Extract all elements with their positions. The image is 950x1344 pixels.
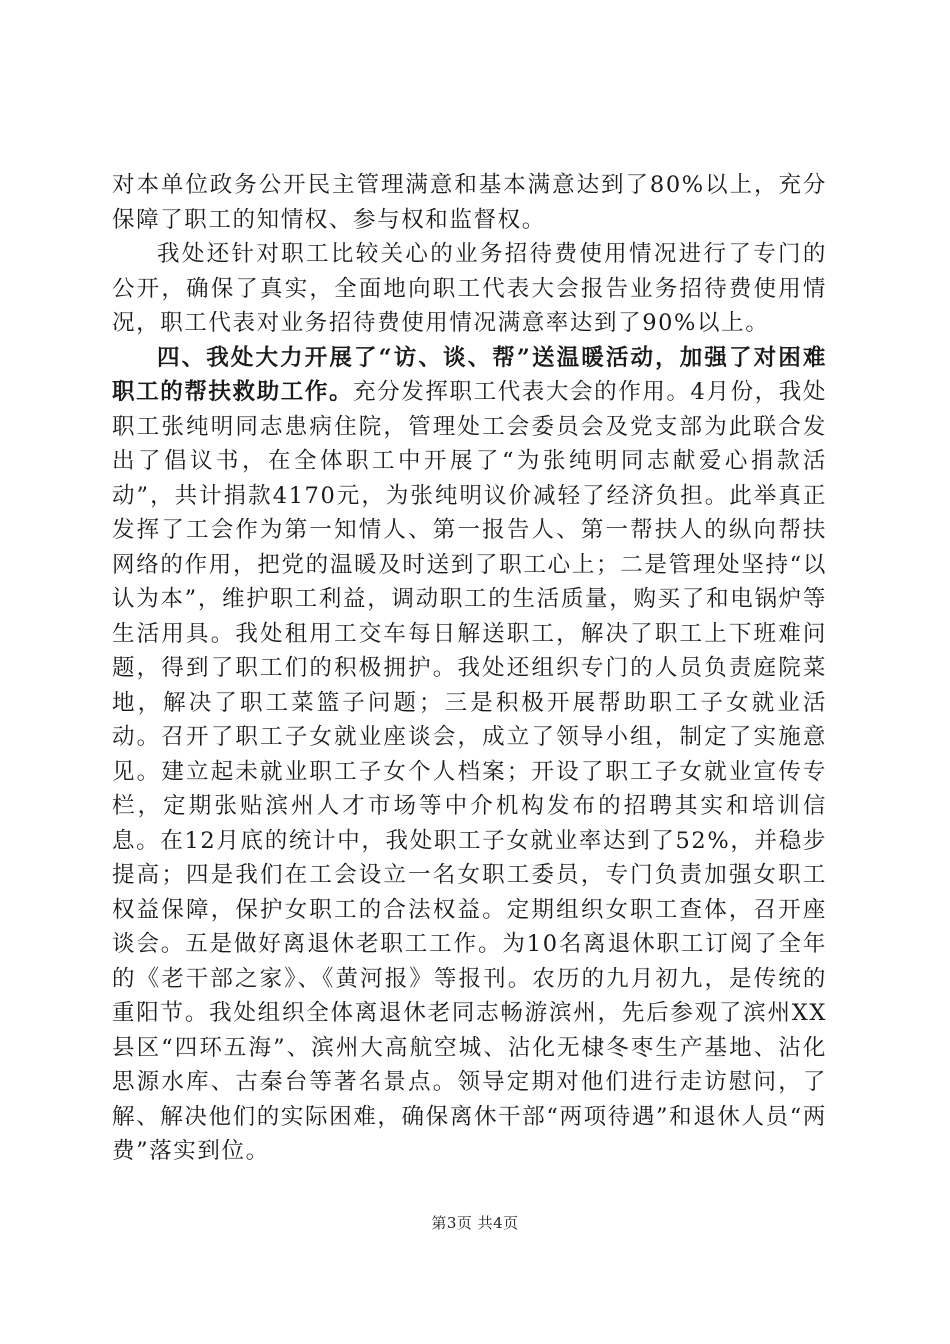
- paragraph-2-text: 我处还针对职工比较关心的业务招待费使用情况进行了专门的公开，确保了真实，全面地向职工代表大会报告业务招待费使用情况，职工代表对业务招待费使用情况满意率达到了90%以上。: [112, 241, 827, 336]
- paragraph-1: [112, 168, 827, 237]
- document-body: [112, 168, 827, 1169]
- paragraph-3: [112, 341, 827, 1169]
- paragraph-2: [112, 237, 827, 341]
- paragraph-1-text: 对本单位政务公开民主管理满意和基本满意达到了80%以上，充分保障了职工的知情权、参与权和监督权。: [112, 172, 827, 233]
- page-number: 第3页 共4页: [431, 1214, 519, 1232]
- section-heading: 四、我处大力开展了“访、谈、帮”送温暖活动，加强了对困难职工的帮扶救助工作。: [112, 344, 827, 405]
- page-footer: [0, 1212, 950, 1233]
- paragraph-3-text: 充分发挥职工代表大会的作用。4月份，我处职工张纯明同志患病住院，管理处工会委员会及党支部为此联合发出了倡议书，在全体职工中开展了“为张纯明同志献爱心捐款活动”，共计捐款4170元，为张纯明议价减轻了经济负担。此举真正发挥了工会作为第一知情人、第一报告人、第一帮扶人的纵向帮扶网络的作用，把党的温暖及时送到了职工心上；二是管理处坚持“以认为本”，维护职工利益，调动职工的生活质量，购买了和电锅炉等生活用具。我处租用工交车每日解送职工，解决了职工上下班难问题，得到了职工们的积极拥护。我处还组织专门的人员负责庭院菜地，解决了职工菜篮子问题；三是积极开展帮助职工子女就业活动。召开了职工子女就业座谈会，成立了领导小组，制定了实施意见。建立起未就业职工子女个人档案；开设了职工子女就业宣传专栏，定期张贴滨州人才市场等中介机构发布的招聘其实和培训信息。在12月底的统计中，我处职工子女就业率达到了52%，并稳步提高；四是我们在工会设立一名女职工委员，专门负责加强女职工权益保障，保护女职工的合法权益。定期组织女职工查体，召开座谈会。五是做好离退休老职工工作。为10名离退休职工订阅了全年的《老干部之家》、《黄河报》等报刊。农历的九月初九，是传统的重阳节。我处组织全体离退休老同志畅游滨州，先后参观了滨州XX县区“四环五海”、滨州大高航空城、沾化无棣冬枣生产基地、沾化思源水库、古秦台等著名景点。领导定期对他们进行走访慰问，了解、解决他们的实际困难，确保离休干部“两项待遇”和退休人员“两费”落实到位。: [112, 379, 827, 1164]
